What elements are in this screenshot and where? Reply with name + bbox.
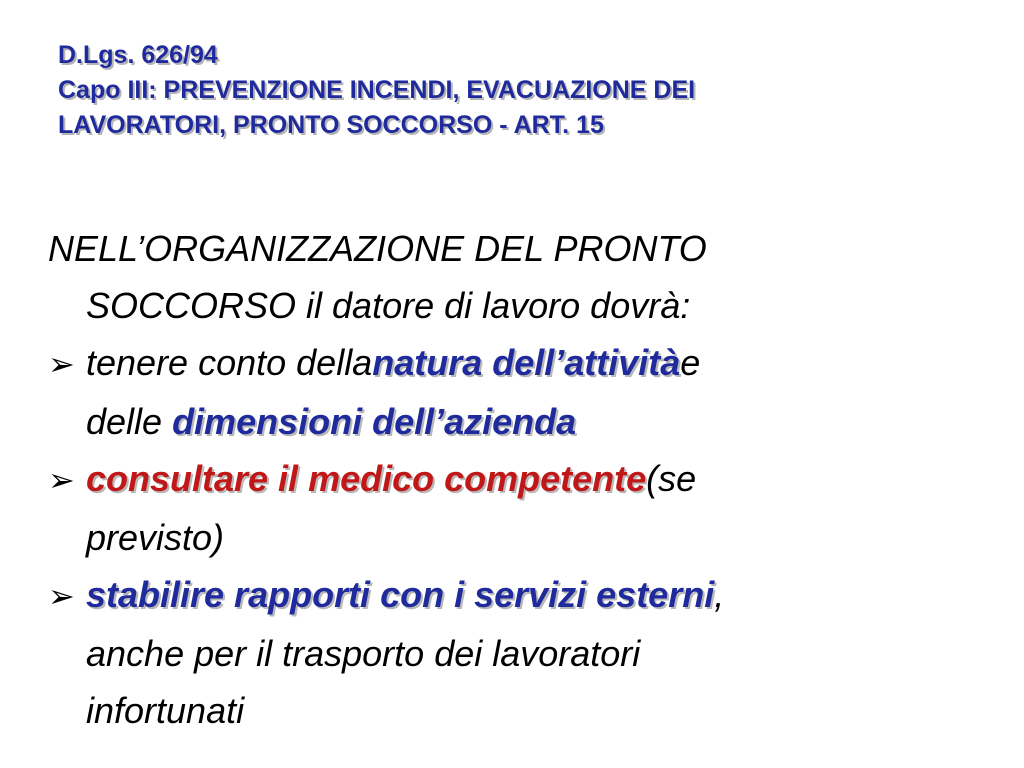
header-chapter-title: Capo III: PREVENZIONE INCENDI, EVACUAZIONE DEI [58,76,696,104]
bullet-text-post: (se [646,458,697,499]
slide-header [58,38,998,143]
bullet-emphasis-services: stabilire rapporti con i servizi esterni [86,574,715,615]
bullet-item-nature-cont [48,393,1008,450]
bullet-emphasis-size: dimensioni dell’azienda [172,401,577,442]
bullet-item-services-cont-1: anche per il trasporto dei lavoratori [86,633,641,674]
slide-body [48,220,1008,739]
bullet-item-doctor [48,450,1008,509]
bullet-text-post: , [714,574,725,615]
bullet-text-mid: e [680,342,701,383]
arrow-right-icon: ➢ [48,346,75,382]
bullet-item-nature [48,334,1008,393]
arrow-right-icon: ➢ [48,578,75,614]
bullet-text-pre: tenere conto della [86,342,373,383]
intro-line-1: NELL’ORGANIZZAZIONE DEL PRONTO [48,228,707,269]
bullet-item-services-cont-2: infortunati [86,690,245,731]
bullet-emphasis-doctor: consultare il medico competente [86,458,647,499]
bullet-emphasis-nature: natura dell’attività [372,342,681,383]
intro-line-2: SOCCORSO il datore di lavoro dovrà: [86,285,691,326]
header-chapter-title-cont: LAVORATORI, PRONTO SOCCORSO - ART. 15 [58,111,604,139]
bullet-item-services [48,566,1008,625]
header-law-reference: D.Lgs. 626/94 [58,41,218,69]
bullet-item-doctor-cont: previsto) [86,517,225,558]
arrow-right-icon: ➢ [48,462,75,498]
bullet-text-cont: delle [86,401,173,442]
